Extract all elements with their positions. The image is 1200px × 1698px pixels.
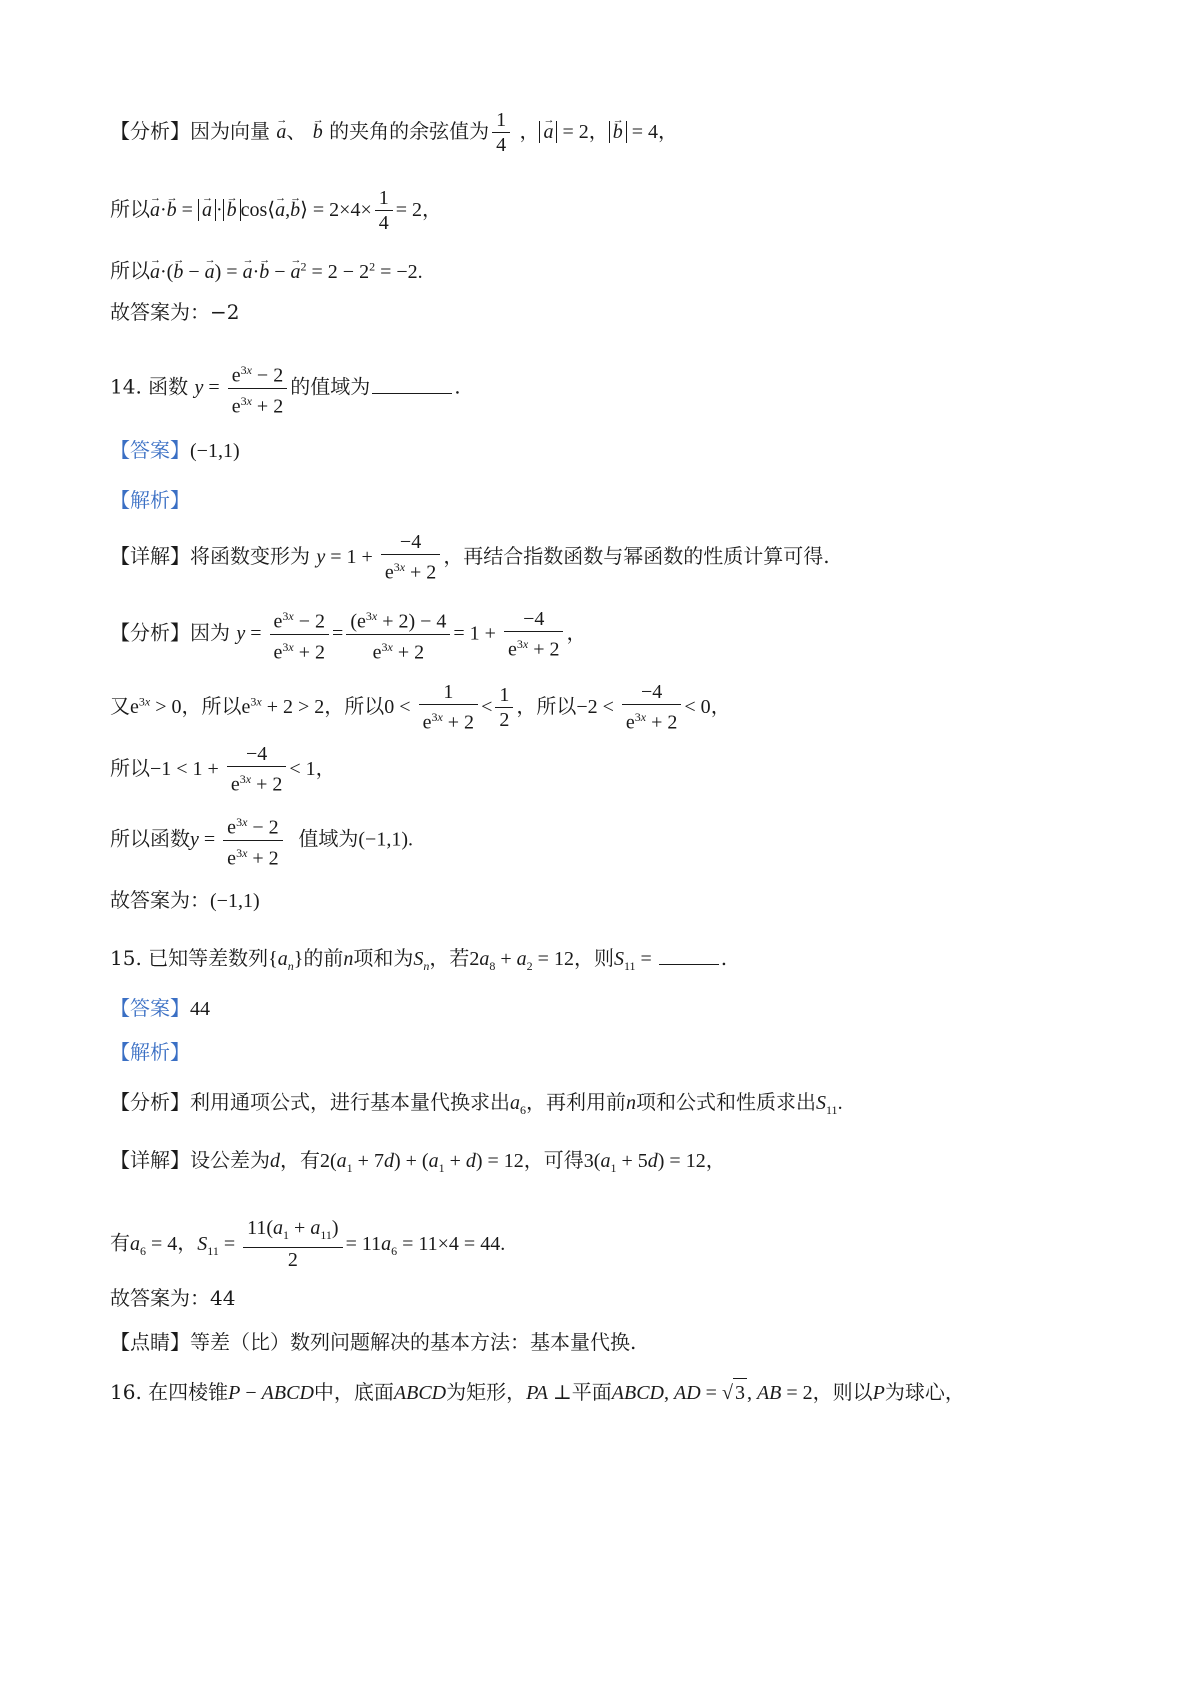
question-16: 16. 在四棱锥P − ABCD中，底面ABCD为矩形，PA ⊥平面ABCD, AD = √ 3 , AB = 2，则以P为球心，: [110, 1378, 965, 1407]
final-answer-15: 故答案为：44: [110, 1286, 236, 1310]
analysis-line-2: 所以→ a·→ b = → a ·→ b cos⟨→ a,→ b⟩ = 2×4× $\frac{1}{4}$ = 2，: [110, 186, 442, 235]
vector-b: → b: [313, 118, 323, 146]
detail-15-line-2: 有$a_6 = 4$，$S_{11}$ = $\frac{11(a_1 + a_{11})}{2}$ = $11a_6 = 11\times 4 = 44$.: [110, 1217, 506, 1271]
analysis-14-line-2: 又$e^{3x} > 0$，所以$e^{3x} + 2 > 2$，所以0 < $\frac{1}{e^{3x} + 2}$ < $\frac{1}{2}$ ，所以−2 < $\frac{-4}{e^{3x} + 2}$ < 0，: [110, 681, 731, 734]
analysis-label: 【分析】: [110, 119, 190, 143]
analysis-15: 【分析】利用通项公式，进行基本量代换求出$a_6$，再利用前n项和公式和性质求出$S_{11}$.: [110, 1090, 843, 1117]
fraction-one-quarter: $\frac{1}{4}$: [492, 108, 510, 157]
answer-line-13: 故答案为：−2: [110, 300, 240, 324]
detail-15-line-1: 【详解】设公差为d，有$2(a_1 + 7d) + (a_1 + d) = 12$，可得$3(a_1 + 5d) = 12$，: [110, 1148, 726, 1175]
vector-a: → a: [276, 118, 286, 146]
answer-15: 【答案】44: [110, 996, 210, 1020]
jiexi-15: 【解析】: [110, 1040, 190, 1064]
question-14: 14. 函数 y = $\frac{e^{3x} - 2}{e^{3x} + 2}$ 的值域为 .: [110, 358, 461, 418]
analysis-line-3: 所以→ a·(→ b − → a) = → a·→ b − → $a^2 = 2 - 2^2 = -2$.: [110, 252, 423, 286]
question-15: 15. 已知等差数列$\{a_n\}$的前n项和为$S_n$，若$2a_8 + a_2 = 12$，则$S_{11}$ = .: [110, 946, 728, 973]
analysis-14-line-4: 所以函数y = $\frac{e^{3x} - 2}{e^{3x} + 2}$ 值域为(−1,1).: [110, 810, 413, 870]
jiexi-14: 【解析】: [110, 488, 190, 512]
dianjing-15: 【点睛】等差（比）数列问题解决的基本方法：基本量代换.: [110, 1330, 637, 1354]
answer-14: 【答案】(−1,1): [110, 438, 240, 462]
analysis-14-line-3: 所以−1 < 1 + $\frac{-4}{e^{3x} + 2}$ < 1，: [110, 743, 336, 796]
analysis-14-line-1: 【分析】因为 y = $\frac{e^{3x} - 2}{e^{3x} + 2}$ = $\frac{(e^{3x} + 2) - 4}{e^{3x} + 2}$ = 1 + $\frac{-4}{e^{3x} + 2}$ ，: [110, 604, 586, 664]
analysis-line-1: 【分析】因为向量 → a、 → b 的夹角的余弦值为 $\frac{1}{4}$ ，→ a = 2，→ b = 4，: [110, 108, 678, 157]
detail-14: 【详解】将函数变形为 y = 1 + $\frac{-4}{e^{3x} + 2}$ ，再结合指数函数与幂函数的性质计算可得.: [110, 531, 830, 584]
final-answer-14: 故答案为：(−1,1): [110, 888, 260, 912]
